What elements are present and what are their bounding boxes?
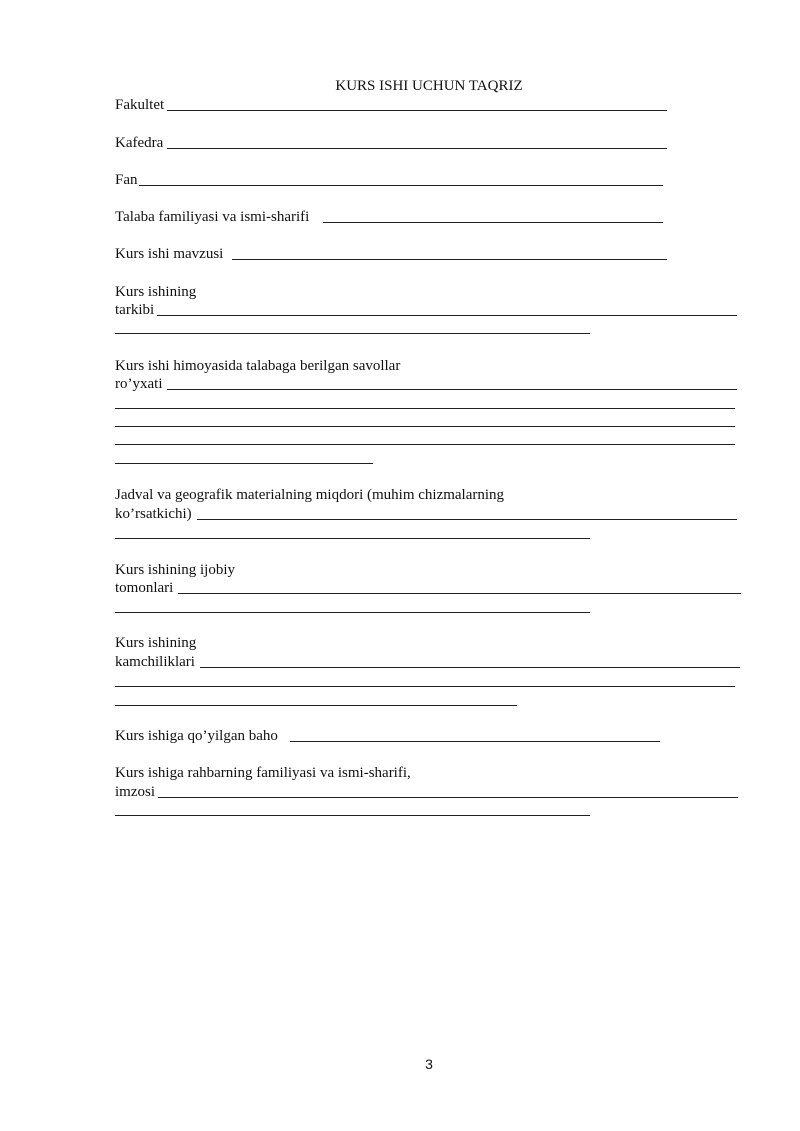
page-number: 3: [425, 1056, 433, 1072]
label-savollar-line2: ro’yxati: [115, 376, 163, 392]
label-kamchilik-line1: Kurs ishining: [115, 635, 197, 651]
blank-rahbar-2[interactable]: [115, 815, 590, 816]
label-talaba: Talaba familiyasi va ismi-sharifi: [115, 209, 310, 225]
blank-kamchilik-2[interactable]: [115, 686, 735, 687]
blank-savollar-5[interactable]: [115, 463, 373, 464]
label-fakultet: Fakultet: [115, 97, 165, 113]
label-rahbar-line2: imzosi: [115, 784, 155, 800]
label-mavzu: Kurs ishi mavzusi: [115, 246, 224, 262]
blank-rahbar-1[interactable]: [158, 797, 738, 798]
blank-ijobiy-1[interactable]: [178, 593, 741, 594]
label-jadval-line2: ko’rsatkichi): [115, 506, 192, 522]
blank-jadval-1[interactable]: [197, 519, 737, 520]
blank-kafedra[interactable]: [167, 148, 667, 149]
blank-savollar-1[interactable]: [167, 389, 737, 390]
blank-kamchilik-3[interactable]: [115, 705, 517, 706]
blank-mavzu[interactable]: [232, 259, 667, 260]
label-jadval-line1: Jadval va geografik materialning miqdori (muhim chizmalarning: [115, 487, 505, 503]
label-baho: Kurs ishiga qo’yilgan baho: [115, 728, 278, 744]
blank-ijobiy-2[interactable]: [115, 612, 590, 613]
blank-talaba[interactable]: [323, 222, 663, 223]
blank-baho[interactable]: [290, 741, 660, 742]
blank-savollar-4[interactable]: [115, 444, 735, 445]
label-tarkibi-line2: tarkibi: [115, 302, 155, 318]
blank-fakultet[interactable]: [167, 110, 667, 111]
blank-fan[interactable]: [139, 185, 663, 186]
label-ijobiy-line1: Kurs ishining ijobiy: [115, 562, 236, 578]
label-fan: Fan: [115, 172, 138, 188]
label-savollar-line1: Kurs ishi himoyasida talabaga berilgan savollar: [115, 358, 401, 374]
blank-savollar-2[interactable]: [115, 408, 735, 409]
blank-jadval-2[interactable]: [115, 538, 590, 539]
blank-kamchilik-1[interactable]: [200, 667, 740, 668]
document-title: KURS ISHI UCHUN TAQRIZ: [335, 78, 523, 94]
label-kafedra: Kafedra: [115, 135, 164, 151]
label-tarkibi-line1: Kurs ishining: [115, 284, 197, 300]
blank-tarkibi-2[interactable]: [115, 333, 590, 334]
label-ijobiy-line2: tomonlari: [115, 580, 174, 596]
blank-tarkibi-1[interactable]: [157, 315, 737, 316]
blank-savollar-3[interactable]: [115, 426, 735, 427]
label-rahbar-line1: Kurs ishiga rahbarning familiyasi va ismi-sharifi,: [115, 765, 411, 781]
label-kamchilik-line2: kamchiliklari: [115, 654, 195, 670]
